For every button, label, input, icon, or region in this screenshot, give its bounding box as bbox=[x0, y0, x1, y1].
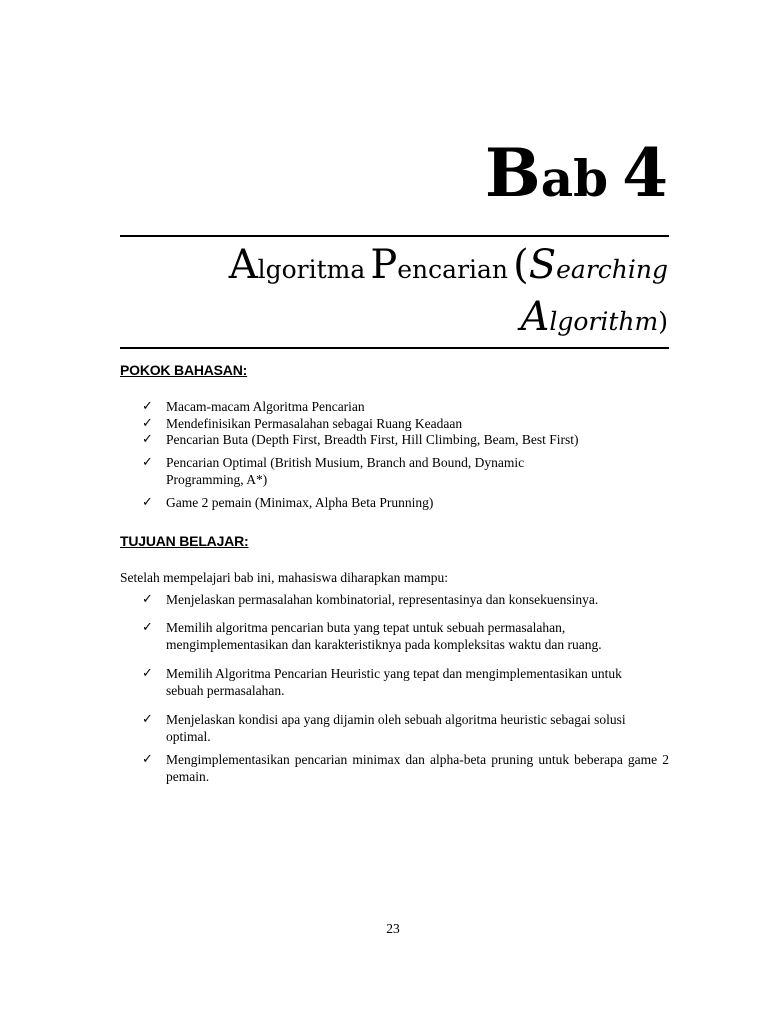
title-word-pencarian: encarian bbox=[397, 255, 509, 284]
tujuan-belajar-heading: TUJUAN BELAJAR: bbox=[120, 533, 249, 549]
title-initial-a-2: A bbox=[520, 294, 550, 340]
list-item: ✓ Pencarian Buta (Depth First, Breadth First, Hill Climbing, Beam, Best First) bbox=[142, 432, 579, 447]
list-item: ✓ Menjelaskan permasalahan kombinatorial, representasinya dan konsekuensinya. bbox=[142, 592, 599, 607]
title-initial-a: A bbox=[228, 242, 258, 288]
list-item: ✓ Pencarian Optimal (British Musium, Branch and Bound, Dynamic Programming, A*) bbox=[142, 455, 525, 487]
list-item: ✓ Macam-macam Algoritma Pencarian bbox=[142, 399, 365, 414]
list-item: ✓ Memilih algoritma pencarian buta yang tepat untuk sebuah permasalahan, mengimplementasikan dan karakteristiknya pada kompleksitas waktu dan ruang. bbox=[142, 620, 602, 652]
check-icon: ✓ bbox=[142, 712, 153, 727]
chapter-heading-initial: B bbox=[484, 134, 541, 212]
page-number: 23 bbox=[386, 921, 400, 936]
check-icon: ✓ bbox=[142, 592, 153, 607]
chapter-title-line-2 bbox=[520, 294, 668, 340]
title-word-algorithm: lgorithm bbox=[549, 307, 659, 336]
list-item: ✓ Mendefinisikan Permasalahan sebagai Ruang Keadaan bbox=[142, 416, 463, 431]
title-word-algoritma: lgoritma bbox=[257, 255, 366, 284]
list-item: ✓ Mengimplementasikan pencarian minimax dan alpha-beta pruning untuk beberapa game 2 pemain. bbox=[142, 752, 669, 784]
check-icon: ✓ bbox=[142, 495, 153, 510]
check-icon: ✓ bbox=[142, 432, 153, 447]
list-item: ✓ Menjelaskan kondisi apa yang dijamin oleh sebuah algoritma heuristic sebagai solusi optimal. bbox=[142, 712, 626, 744]
check-icon: ✓ bbox=[142, 752, 153, 767]
check-icon: ✓ bbox=[142, 416, 153, 431]
top-horizontal-rule bbox=[120, 235, 669, 237]
check-icon: ✓ bbox=[142, 399, 153, 414]
title-close-paren: ) bbox=[658, 307, 668, 336]
list-item: ✓ Game 2 pemain (Minimax, Alpha Beta Prunning) bbox=[142, 495, 434, 510]
chapter-number: 4 bbox=[622, 134, 668, 212]
chapter-heading bbox=[484, 134, 668, 212]
check-icon: ✓ bbox=[142, 666, 153, 681]
chapter-title-line-1 bbox=[228, 242, 668, 288]
title-open-paren: ( bbox=[513, 242, 529, 288]
tujuan-belajar-intro: Setelah mempelajari bab ini, mahasiswa diharapkan mampu: bbox=[120, 570, 449, 585]
check-icon: ✓ bbox=[142, 620, 153, 635]
title-initial-s: S bbox=[528, 242, 557, 288]
check-icon: ✓ bbox=[142, 455, 153, 470]
chapter-heading-word: ab bbox=[540, 149, 609, 208]
title-word-searching: earching bbox=[556, 255, 668, 284]
bottom-horizontal-rule bbox=[120, 347, 669, 349]
pokok-bahasan-heading: POKOK BAHASAN: bbox=[120, 362, 248, 378]
title-initial-p: P bbox=[370, 242, 398, 288]
list-item: ✓ Memilih Algoritma Pencarian Heuristic yang tepat dan mengimplementasikan untuk sebuah permasalahan. bbox=[142, 666, 622, 698]
